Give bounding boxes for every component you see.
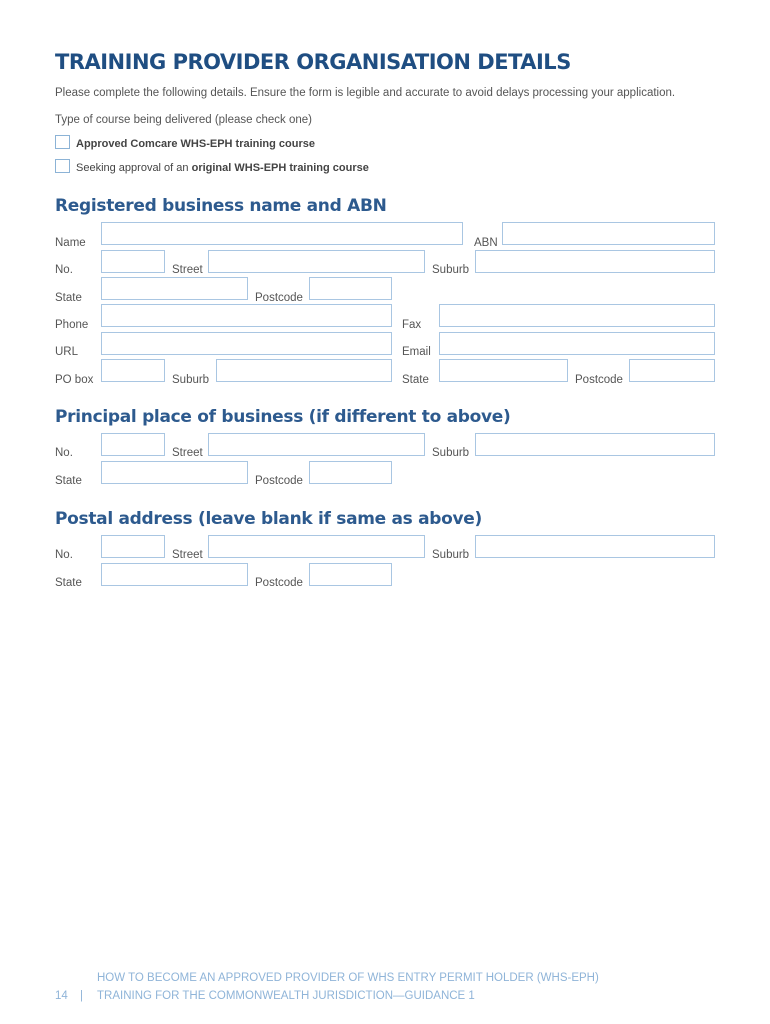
- postal-section-heading: Postal address (leave blank if same as above): [55, 509, 483, 529]
- approved-course-checkbox[interactable]: [55, 135, 70, 149]
- po-state-field[interactable]: [439, 359, 568, 382]
- po-postcode-field[interactable]: [629, 359, 715, 382]
- page-title: TRAINING PROVIDER ORGANISATION DETAILS: [55, 50, 571, 74]
- po-box-field[interactable]: [101, 359, 165, 382]
- abn-field[interactable]: [502, 222, 715, 245]
- reg-no-label: No.: [55, 264, 73, 276]
- po-postcode-label: Postcode: [575, 374, 623, 386]
- reg-state-label: State: [55, 292, 82, 304]
- postal-state-field[interactable]: [101, 563, 248, 586]
- reg-street-field[interactable]: [208, 250, 425, 273]
- approved-course-label: Approved Comcare WHS-EPH training course: [76, 138, 315, 150]
- principal-section-heading: Principal place of business (if different to above): [55, 407, 511, 427]
- principal-suburb-field[interactable]: [475, 433, 715, 456]
- page-number: 14: [55, 990, 68, 1002]
- fax-label: Fax: [402, 319, 422, 331]
- postal-street-label: Street: [172, 549, 203, 561]
- phone-field[interactable]: [101, 304, 392, 327]
- registered-section-heading: Registered business name and ABN: [55, 196, 387, 216]
- footer-separator: |: [80, 990, 83, 1002]
- postal-postcode-field[interactable]: [309, 563, 392, 586]
- seeking-approval-label: Seeking approval of an original WHS-EPH training course: [76, 162, 369, 174]
- phone-label: Phone: [55, 319, 89, 331]
- po-box-label: PO box: [55, 374, 94, 386]
- principal-state-label: State: [55, 475, 82, 487]
- principal-street-field[interactable]: [208, 433, 425, 456]
- abn-label: ABN: [474, 237, 498, 249]
- reg-state-field[interactable]: [101, 277, 248, 300]
- reg-suburb-field[interactable]: [475, 250, 715, 273]
- principal-no-label: No.: [55, 447, 73, 459]
- po-suburb-label: Suburb: [172, 374, 210, 386]
- principal-street-label: Street: [172, 447, 203, 459]
- reg-postcode-field[interactable]: [309, 277, 392, 300]
- seeking-approval-checkbox[interactable]: [55, 159, 70, 173]
- postal-street-no-field[interactable]: [101, 535, 165, 558]
- business-name-field[interactable]: [101, 222, 463, 245]
- principal-state-field[interactable]: [101, 461, 248, 484]
- url-field[interactable]: [101, 332, 392, 355]
- intro-text: Please complete the following details. Ensure the form is legible and accurate to avoid delays processing your application.: [55, 87, 676, 99]
- email-label: Email: [402, 346, 431, 358]
- email-field[interactable]: [439, 332, 715, 355]
- principal-postcode-field[interactable]: [309, 461, 392, 484]
- footer-title-line2: TRAINING FOR THE COMMONWEALTH JURISDICTION—GUIDANCE 1: [97, 990, 475, 1002]
- footer-title-line1: HOW TO BECOME AN APPROVED PROVIDER OF WHS ENTRY PERMIT HOLDER (WHS-EPH): [97, 972, 599, 984]
- url-label: URL: [55, 346, 79, 358]
- principal-street-no-field[interactable]: [101, 433, 165, 456]
- principal-postcode-label: Postcode: [255, 475, 303, 487]
- postal-suburb-field[interactable]: [475, 535, 715, 558]
- po-state-label: State: [402, 374, 429, 386]
- principal-suburb-label: Suburb: [432, 447, 470, 459]
- reg-street-label: Street: [172, 264, 203, 276]
- course-type-question: Type of course being delivered (please check one): [55, 114, 312, 126]
- po-suburb-field[interactable]: [216, 359, 392, 382]
- postal-no-label: No.: [55, 549, 73, 561]
- reg-postcode-label: Postcode: [255, 292, 303, 304]
- postal-postcode-label: Postcode: [255, 577, 303, 589]
- postal-street-field[interactable]: [208, 535, 425, 558]
- name-label: Name: [55, 237, 86, 249]
- postal-suburb-label: Suburb: [432, 549, 470, 561]
- fax-field[interactable]: [439, 304, 715, 327]
- reg-suburb-label: Suburb: [432, 264, 470, 276]
- postal-state-label: State: [55, 577, 82, 589]
- reg-street-no-field[interactable]: [101, 250, 165, 273]
